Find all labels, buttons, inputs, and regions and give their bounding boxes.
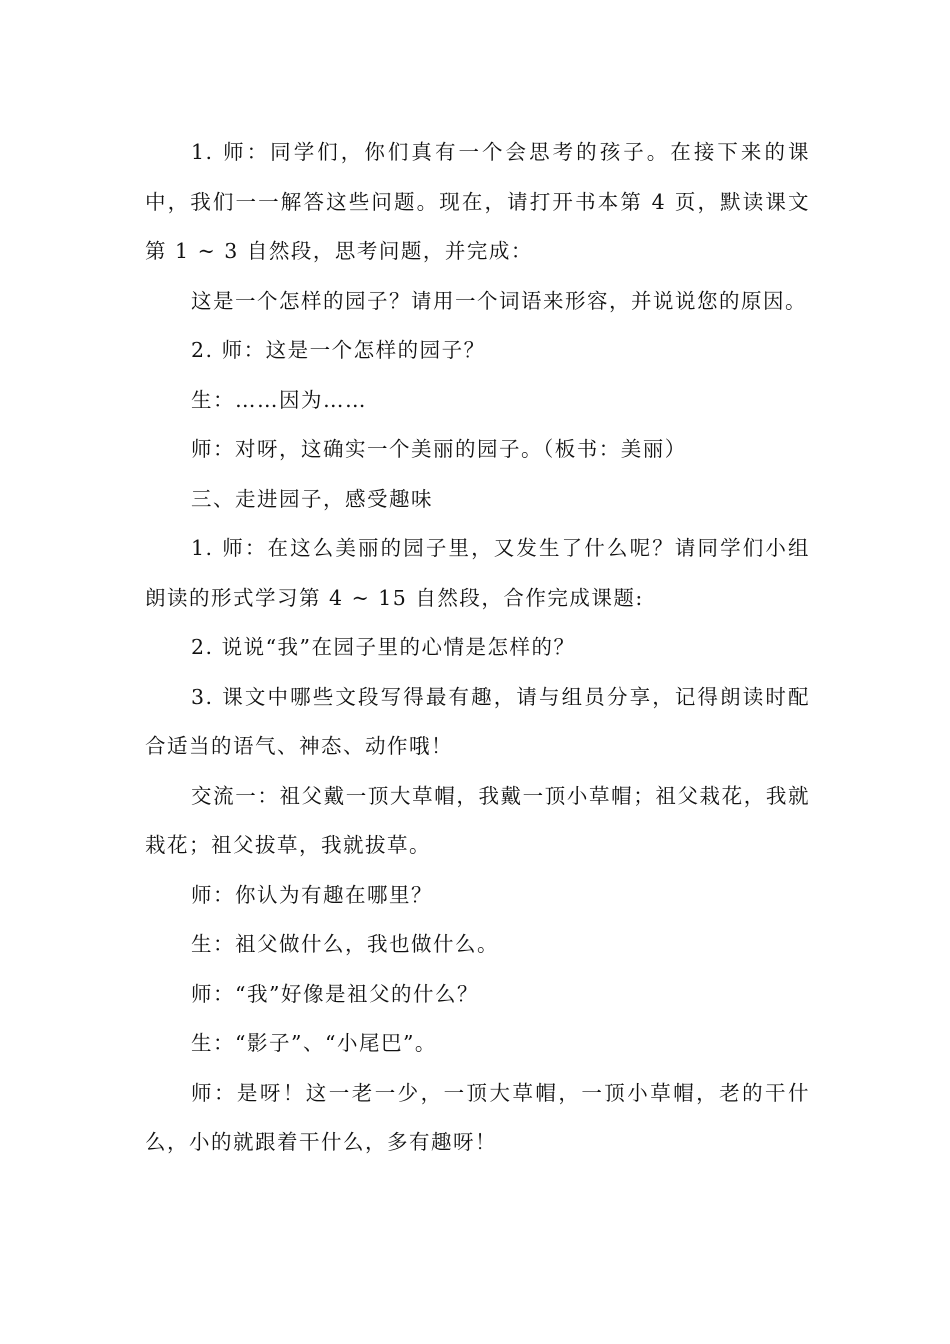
paragraph: 1. 师：同学们，你们真有一个会思考的孩子。在接下来的课中，我们一一解答这些问题。现在，请打开书本第 4 页，默读课文第 1 ~ 3 自然段，思考问题，并完成： xyxy=(145,140,810,263)
paragraph: 1. 师：在这么美丽的园子里，又发生了什么呢？请同学们小组朗读的形式学习第 4 ~ 15 自然段，合作完成课题: xyxy=(145,536,810,610)
section-heading: 三、走进园子，感受趣味 xyxy=(191,486,433,511)
paragraph: 这是一个怎样的园子？请用一个词语来形容，并说说您的原因。 xyxy=(191,288,807,313)
paragraph: 生：“影子”、“小尾巴”。 xyxy=(191,1031,437,1055)
paragraph: 师：“我”好像是祖父的什么？ xyxy=(191,981,479,1006)
document-body xyxy=(145,128,810,1168)
paragraph: 师：你认为有趣在哪里？ xyxy=(191,882,433,907)
paragraph: 2. 说说“我”在园子里的心情是怎样的？ xyxy=(191,635,576,659)
paragraph: 师：是呀！这一老一少，一顶大草帽，一顶小草帽，老的干什么，小的就跟着干什么，多有趣呀！ xyxy=(145,1080,810,1154)
paragraph: 交流一：祖父戴一顶大草帽，我戴一顶小草帽；祖父栽花，我就栽花；祖父拔草，我就拔草。 xyxy=(145,783,810,857)
paragraph: 2. 师：这是一个怎样的园子？ xyxy=(191,338,486,362)
paragraph: 生：……因为…… xyxy=(191,387,367,412)
paragraph: 生：祖父做什么，我也做什么。 xyxy=(191,932,499,956)
paragraph: 师：对呀，这确实一个美丽的园子。（板书：美丽） xyxy=(191,437,687,461)
paragraph: 3. 课文中哪些文段写得最有趣，请与组员分享，记得朗读时配合适当的语气、神态、动作哦！ xyxy=(145,684,810,758)
